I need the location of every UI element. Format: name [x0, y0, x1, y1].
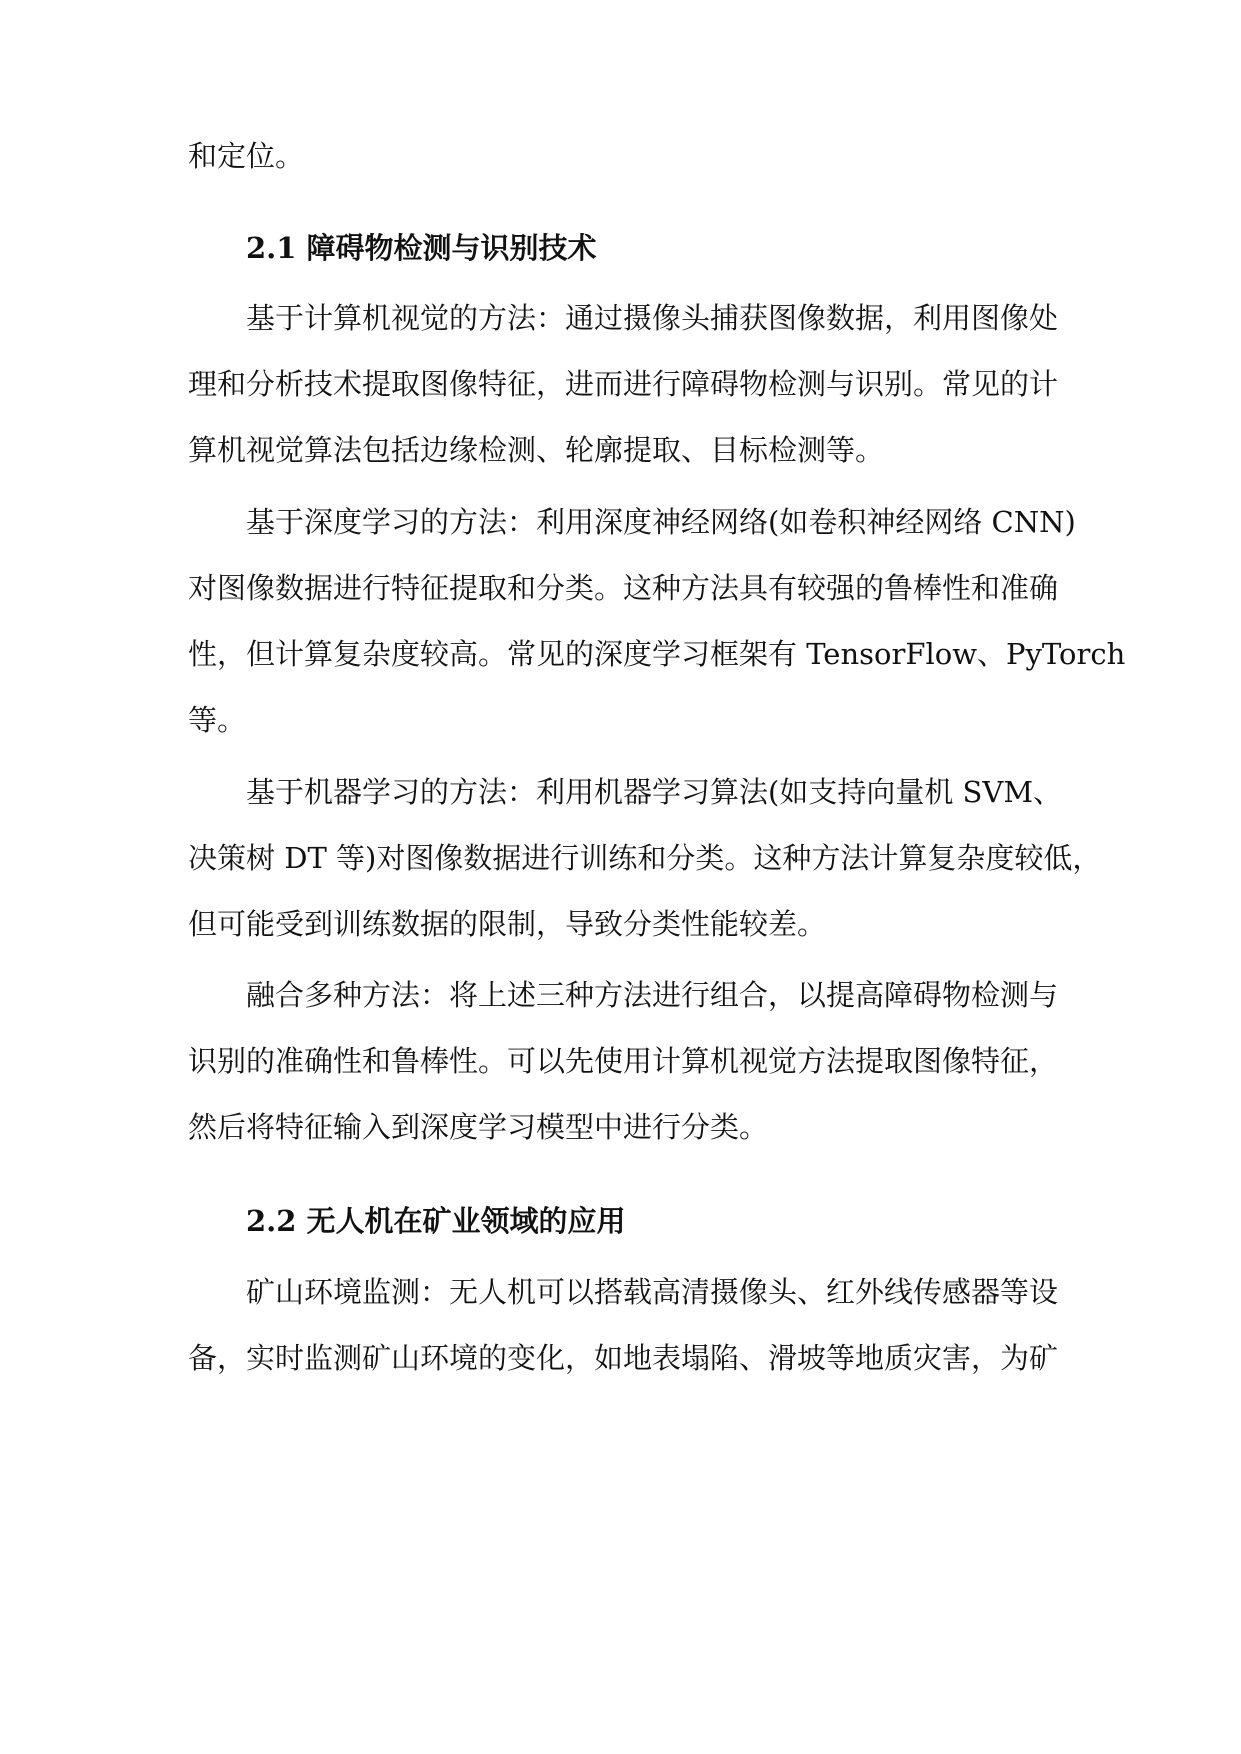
- paragraph-line: 对图像数据进行特征提取和分类。这种方法具有较强的鲁棒性和准确: [188, 571, 1059, 605]
- section-heading: 2.2 无人机在矿业领域的应用: [246, 1204, 626, 1238]
- paragraph-line: 基于深度学习的方法：利用深度神经网络(如卷积神经网络 CNN): [246, 505, 1076, 539]
- paragraph-line: 性，但计算复杂度较高。常见的深度学习框架有 TensorFlow、PyTorch: [188, 637, 1126, 671]
- paragraph-line: 和定位。: [188, 139, 305, 173]
- paragraph-line: 然后将特征输入到深度学习模型中进行分类。: [188, 1110, 769, 1144]
- paragraph-line: 基于计算机视觉的方法：通过摄像头捕获图像数据，利用图像处: [246, 301, 1059, 335]
- paragraph-line: 融合多种方法：将上述三种方法进行组合，以提高障碍物检测与: [246, 978, 1059, 1012]
- paragraph-line: 识别的准确性和鲁棒性。可以先使用计算机视觉方法提取图像特征，: [188, 1044, 1059, 1078]
- paragraph-line: 基于机器学习的方法：利用机器学习算法(如支持向量机 SVM、: [246, 775, 1063, 809]
- paragraph-line: 理和分析技术提取图像特征，进而进行障碍物检测与识别。常见的计: [188, 367, 1059, 401]
- paragraph-line: 但可能受到训练数据的限制，导致分类性能较差。: [188, 907, 827, 941]
- paragraph-line: 矿山环境监测：无人机可以搭载高清摄像头、红外线传感器等设: [246, 1275, 1059, 1309]
- paragraph-line: 等。: [188, 703, 247, 737]
- paragraph-line: 备，实时监测矿山环境的变化，如地表塌陷、滑坡等地质灾害，为矿: [188, 1341, 1059, 1375]
- paragraph-line: 算机视觉算法包括边缘检测、轮廓提取、目标检测等。: [188, 433, 885, 467]
- section-heading: 2.1 障碍物检测与识别技术: [246, 231, 597, 265]
- paragraph-line: 决策树 DT 等)对图像数据进行训练和分类。这种方法计算复杂度较低，: [188, 841, 1102, 875]
